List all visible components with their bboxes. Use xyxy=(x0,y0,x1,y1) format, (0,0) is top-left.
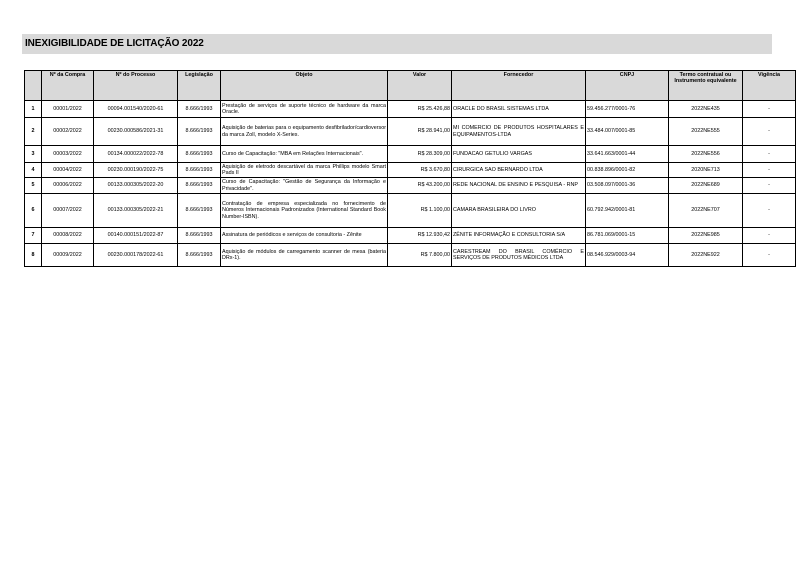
cell-cnpj: 86.781.069/0001-15 xyxy=(586,228,669,244)
table-row xyxy=(25,163,796,178)
cell-vigencia: - xyxy=(743,163,796,178)
cell-cnpj: 03.508.097/0001-36 xyxy=(586,178,669,194)
cell-fornecedor: MI COMERCIO DE PRODUTOS HOSPITALARES E EQUIPAMENTOS-LTDA xyxy=(452,118,586,146)
cell-objeto: Curso de Capacitação: "MBA em Relações Internacionais". xyxy=(221,146,388,163)
cell-termo: 2022NE922 xyxy=(669,244,743,267)
cell-vigencia: - xyxy=(743,101,796,118)
cell-cnpj: 33.484.007/0001-85 xyxy=(586,118,669,146)
cell-vigencia: - xyxy=(743,244,796,267)
row-number: 8 xyxy=(25,244,42,267)
cell-processo: 00140.000151/2022-87 xyxy=(94,228,178,244)
cell-legislacao: 8.666/1993 xyxy=(178,194,221,228)
table-row xyxy=(25,146,796,163)
cell-valor: R$ 1.100,00 xyxy=(388,194,452,228)
cell-vigencia: - xyxy=(743,178,796,194)
row-number: 7 xyxy=(25,228,42,244)
cell-cnpj: 00.838.896/0001-82 xyxy=(586,163,669,178)
cell-fornecedor: CIRURGICA SAO BERNARDO LTDA xyxy=(452,163,586,178)
cell-processo: 00133.000305/2022-21 xyxy=(94,194,178,228)
table-row xyxy=(25,228,796,244)
cell-valor: R$ 3.670,80 xyxy=(388,163,452,178)
cell-processo: 00133.000305/2022-20 xyxy=(94,178,178,194)
cell-vigencia: - xyxy=(743,146,796,163)
cell-legislacao: 8.666/1993 xyxy=(178,228,221,244)
header-fornecedor: Fornecedor xyxy=(452,71,586,101)
cell-compra: 00008/2022 xyxy=(42,228,94,244)
header-processo: Nº do Processo xyxy=(94,71,178,101)
cell-valor: R$ 28.309,00 xyxy=(388,146,452,163)
procurement-table xyxy=(24,70,796,267)
cell-valor: R$ 28.941,00 xyxy=(388,118,452,146)
row-number: 6 xyxy=(25,194,42,228)
cell-compra: 00009/2022 xyxy=(42,244,94,267)
header-valor: Valor xyxy=(388,71,452,101)
cell-valor: R$ 43.200,00 xyxy=(388,178,452,194)
table-row xyxy=(25,101,796,118)
cell-termo: 2022NE985 xyxy=(669,228,743,244)
header-termo: Termo contratual ou Instrumento equivalente xyxy=(669,71,743,101)
cell-valor: R$ 12.930,42 xyxy=(388,228,452,244)
header-compra: Nº da Compra xyxy=(42,71,94,101)
cell-fornecedor: CAMARA BRASILEIRA DO LIVRO xyxy=(452,194,586,228)
cell-fornecedor: FUNDACAO GETULIO VARGAS xyxy=(452,146,586,163)
cell-processo: 00134.000022/2022-78 xyxy=(94,146,178,163)
cell-compra: 00007/2022 xyxy=(42,194,94,228)
cell-compra: 00001/2022 xyxy=(42,101,94,118)
header-objeto: Objeto xyxy=(221,71,388,101)
cell-processo: 00230.000178/2022-61 xyxy=(94,244,178,267)
cell-termo: 2022NE689 xyxy=(669,178,743,194)
header-cnpj: CNPJ xyxy=(586,71,669,101)
cell-processo: 00094.001540/2020-61 xyxy=(94,101,178,118)
cell-fornecedor: CARESTREAM DO BRASIL COMÉRCIO E SERVIÇOS DE PRODUTOS MÉDICOS LTDA xyxy=(452,244,586,267)
cell-valor: R$ 25.426,88 xyxy=(388,101,452,118)
cell-fornecedor: ORACLE DO BRASIL SISTEMAS LTDA xyxy=(452,101,586,118)
cell-compra: 00006/2022 xyxy=(42,178,94,194)
header-index xyxy=(25,71,42,101)
cell-objeto: Curso de Capacitação: "Gestão de Segurança da Informação e Privacidade". xyxy=(222,179,386,192)
cell-vigencia: - xyxy=(743,118,796,146)
cell-legislacao: 8.666/1993 xyxy=(178,118,221,146)
header-legislacao: Legislação xyxy=(178,71,221,101)
cell-fornecedor: ZÊNITE INFORMAÇÃO E CONSULTORIA S/A xyxy=(452,228,586,244)
table-header-row xyxy=(25,71,796,101)
cell-termo: 2022NE555 xyxy=(669,118,743,146)
table-row xyxy=(25,194,796,228)
cell-processo: 00230.000586/2021-31 xyxy=(94,118,178,146)
cell-cnpj: 33.641.663/0001-44 xyxy=(586,146,669,163)
cell-processo: 00230.000190/2022-75 xyxy=(94,163,178,178)
cell-cnpj: 08.546.929/0003-94 xyxy=(586,244,669,267)
cell-objeto: Assinatura de periódicos e serviços de consultoria - Zênite xyxy=(221,228,388,244)
cell-objeto: Aquisição de eletrodo descartável da marca Phillips modelo Smart Pads II xyxy=(222,163,386,176)
row-number: 4 xyxy=(25,163,42,178)
cell-compra: 00003/2022 xyxy=(42,146,94,163)
cell-termo: 2022NE556 xyxy=(669,146,743,163)
cell-valor: R$ 7.800,00 xyxy=(388,244,452,267)
cell-legislacao: 8.666/1993 xyxy=(178,163,221,178)
cell-vigencia: - xyxy=(743,228,796,244)
cell-termo: 2020NE713 xyxy=(669,163,743,178)
cell-termo: 2022NE435 xyxy=(669,101,743,118)
table-body xyxy=(25,101,796,267)
table-row xyxy=(25,118,796,146)
section-title-bar xyxy=(22,34,772,54)
cell-objeto: Contratação de empresa especializada no fornecimento de Números Internacionais Padronizados (International Standard Book Number-ISBN). xyxy=(221,194,388,228)
header-vigencia: Vigência xyxy=(743,71,796,101)
cell-objeto: Aquisição de baterias para o equipamento desfibrilador/cardioversor da marca Zoll, modelo X-Series. xyxy=(221,118,388,146)
cell-legislacao: 8.666/1993 xyxy=(178,146,221,163)
page-title: INEXIGIBILIDADE DE LICITAÇÃO 2022 xyxy=(25,38,204,49)
cell-vigencia: - xyxy=(743,194,796,228)
cell-cnpj: 59.456.277/0001-76 xyxy=(586,101,669,118)
row-number: 5 xyxy=(25,178,42,194)
cell-legislacao: 8.666/1993 xyxy=(178,178,221,194)
row-number: 1 xyxy=(25,101,42,118)
cell-cnpj: 60.792.942/0001-81 xyxy=(586,194,669,228)
table-row xyxy=(25,244,796,267)
table-row xyxy=(25,178,796,194)
cell-fornecedor: REDE NACIONAL DE ENSINO E PESQUISA - RNP xyxy=(452,178,586,194)
cell-compra: 00004/2022 xyxy=(42,163,94,178)
row-number: 2 xyxy=(25,118,42,146)
cell-compra: 00002/2022 xyxy=(42,118,94,146)
cell-objeto: Aquisição de módulos de carregamento scanner de mesa (bateria DRx-1). xyxy=(221,244,388,267)
cell-legislacao: 8.666/1993 xyxy=(178,101,221,118)
cell-legislacao: 8.666/1993 xyxy=(178,244,221,267)
row-number: 3 xyxy=(25,146,42,163)
cell-termo: 2022NE707 xyxy=(669,194,743,228)
cell-objeto: Prestação de serviços de suporte técnico de hardware da marca Oracle. xyxy=(221,101,388,118)
